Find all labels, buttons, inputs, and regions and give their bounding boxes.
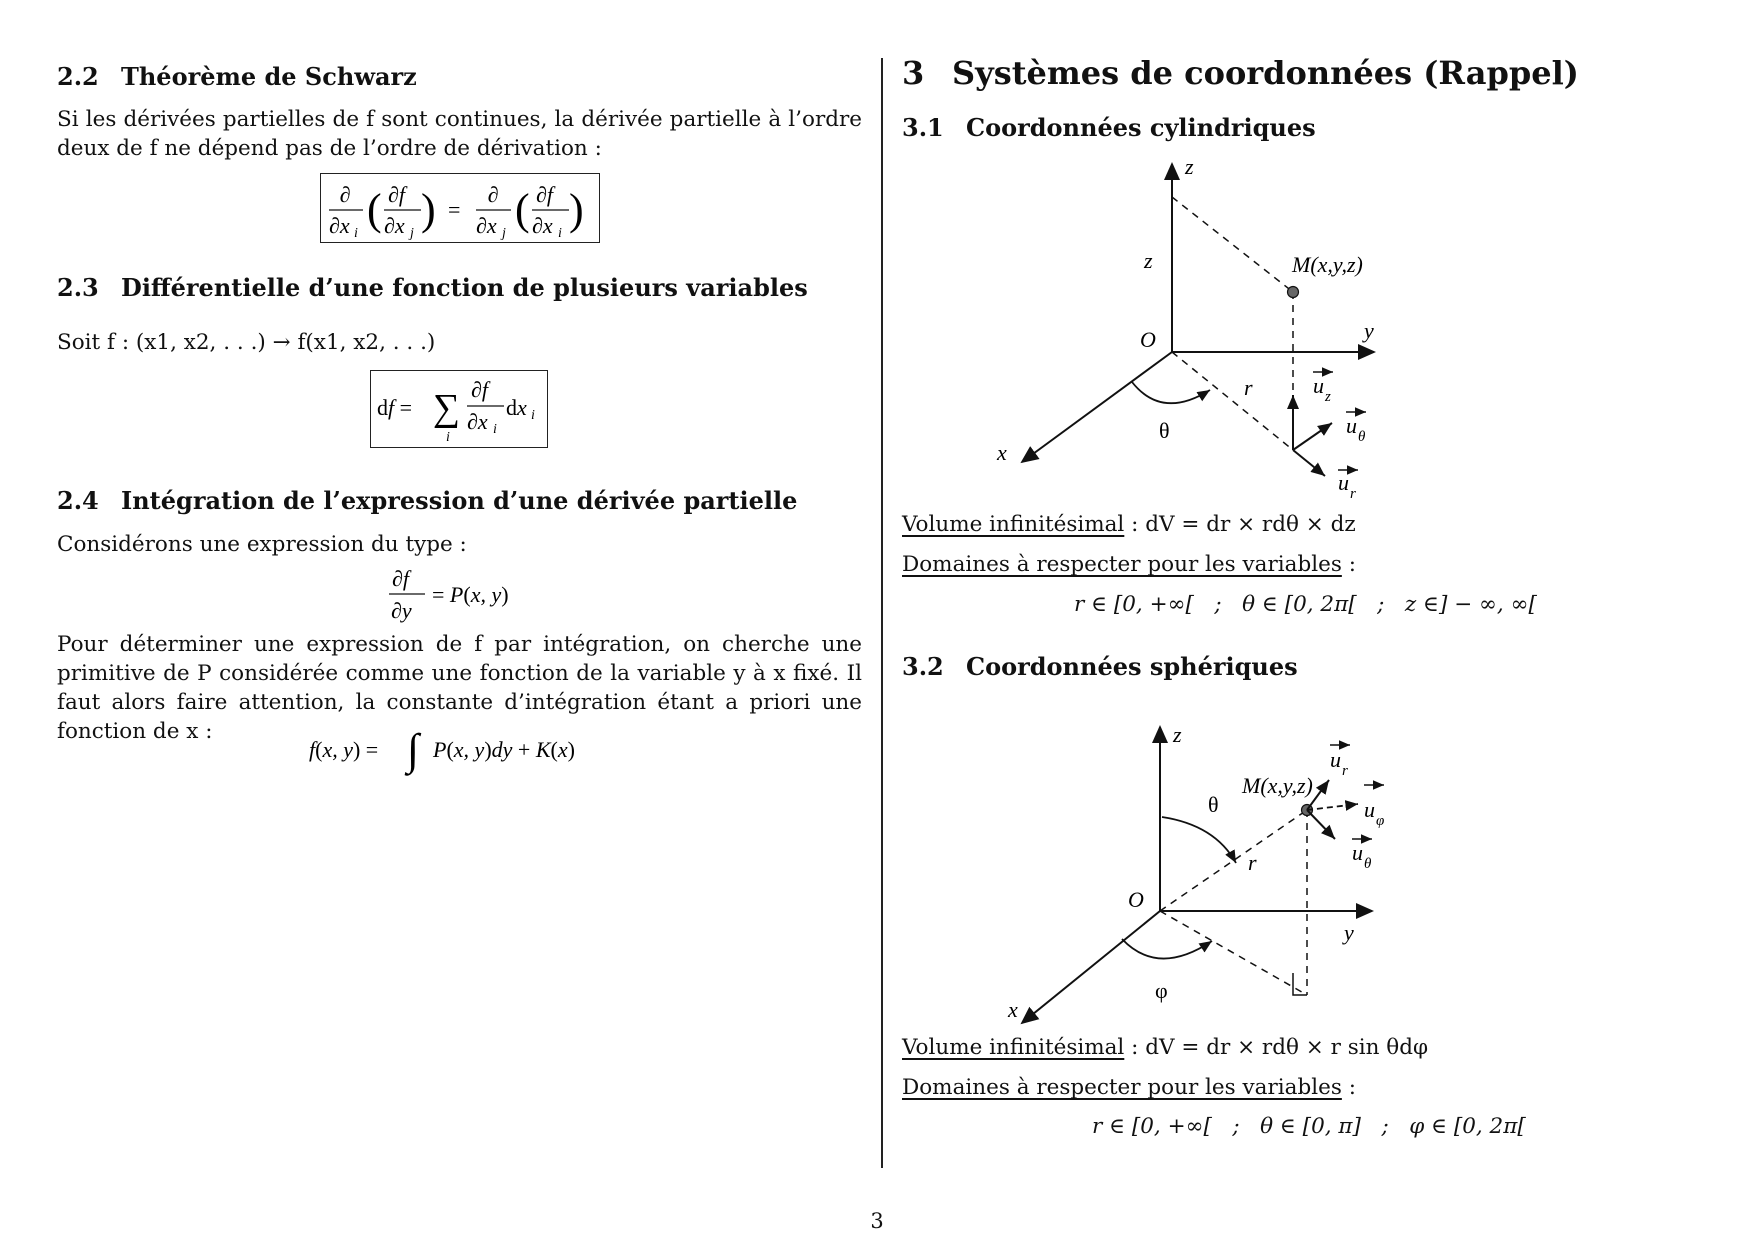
section-2-3-heading: 2.3 Différentielle d’une fonction de plusieurs variables [57,273,808,302]
svg-text:u: u [1346,413,1357,438]
section-3-heading: 3 Systèmes de coordonnées (Rappel) [902,54,1579,92]
svg-text:j: j [410,226,414,241]
integration-intro: Considérons une expression du type : [57,532,467,557]
schwarz-formula [320,173,600,243]
svg-text:O: O [1128,887,1144,912]
svg-text:i: i [446,430,450,445]
integration-text: Pour déterminer une expression de f par intégration, on cherche une primitive de P considérée comme une fonction de la variable y à x fixé. Il faut alors faire attention, la constante d’intégration étant a priori une fonction de x : [57,632,862,744]
sph-volume: Volume infinitésimal : dV = dr × rdθ × r sin θdφ [902,1035,1429,1060]
svg-text:θ: θ [1364,856,1372,872]
svg-text:=: = [448,197,461,222]
svg-text:j: j [502,226,506,241]
svg-text:x: x [1008,997,1018,1022]
svg-text:u: u [1364,797,1375,822]
integral-formula-svg [307,718,627,784]
svg-text:φ: φ [1155,978,1168,1003]
svg-text:): ) [421,185,436,234]
cylindrical-diagram [997,150,1422,510]
svg-text:y: y [1344,920,1354,945]
svg-text:u: u [1330,747,1341,772]
svg-text:x: x [997,440,1007,465]
cyl-domains-label: Domaines à respecter pour les variables : [902,552,1356,577]
x-axis [1022,352,1172,462]
svg-text:∫: ∫ [407,725,420,774]
svg-text:M(x,y,z): M(x,y,z) [1292,252,1363,277]
integral-formula [307,718,627,788]
svg-text:M(x,y,z): M(x,y,z) [1242,773,1313,798]
svg-text:(: ( [515,185,530,234]
svg-text:r: r [1342,763,1348,779]
sph-domains-label: Domaines à respecter pour les variables : [902,1075,1356,1100]
differential-intro: Soit f : (x1, x2, . . .) → f(x1, x2, . . .) [57,330,436,355]
svg-text:i: i [354,226,358,241]
svg-text:f(x, y) =: f(x, y) = [309,737,379,762]
svg-text:∂f: ∂f [392,566,409,591]
schwarz-text: Si les dérivées partielles de f sont continues, la dérivée partielle à l’ordre deux de f ne dépend pas de l’ordre de dérivation : [57,107,862,161]
column-divider [881,58,883,1168]
svg-text:z: z [1325,389,1331,405]
svg-text:): ) [569,185,584,234]
partial-derivative-formula [387,562,547,632]
differential-formula-svg [371,371,547,447]
svg-text:θ: θ [1358,429,1366,445]
section-3-2-heading: 3.2 Coordonnées sphériques [902,652,1298,681]
svg-text:u: u [1338,470,1349,495]
svg-text:∂f: ∂f [471,377,488,402]
point-m [1288,287,1299,298]
x-axis-sph [1022,911,1160,1023]
svg-text:z: z [1144,248,1153,273]
svg-text:∂f: ∂f [536,182,553,207]
svg-text:i: i [531,408,535,423]
svg-text:df =: df = [377,395,413,420]
svg-text:z: z [1173,722,1182,747]
svg-text:∂: ∂ [339,182,351,207]
svg-text:= P(x, y): = P(x, y) [432,582,509,607]
differential-formula [370,370,548,448]
svg-text:θ: θ [1208,792,1219,817]
svg-text:∑: ∑ [433,387,461,429]
schwarz-formula-svg [321,174,599,242]
svg-text:∂x: ∂x [329,213,350,238]
svg-text:∂x: ∂x [476,213,497,238]
spherical-diagram [1008,715,1440,1035]
svg-text:φ: φ [1376,813,1385,829]
svg-text:y: y [1364,318,1374,343]
svg-text:r: r [1350,486,1356,502]
svg-text:∂: ∂ [487,182,499,207]
svg-text:∂f: ∂f [388,182,405,207]
page-number: 3 [870,1209,884,1233]
sph-domains: r ∈ [0, +∞[ ; θ ∈ [0, π] ; φ ∈ [0, 2π[ [1092,1114,1526,1139]
svg-text:dx: dx [506,395,527,420]
section-3-1-heading: 3.1 Coordonnées cylindriques [902,113,1316,142]
section-2-4-heading: 2.4 Intégration de l’expression d’une dérivée partielle [57,486,798,515]
cyl-domains: r ∈ [0, +∞[ ; θ ∈ [0, 2π[ ; z ∈] − ∞, ∞[ [1074,592,1537,617]
partial-formula-svg [387,562,547,628]
svg-text:∂x: ∂x [384,213,405,238]
svg-text:i: i [558,226,562,241]
svg-text:z: z [1185,154,1194,179]
svg-text:u: u [1313,373,1324,398]
section-2-2-heading: 2.2 Théorème de Schwarz [57,62,417,91]
svg-text:O: O [1140,327,1156,352]
svg-text:θ: θ [1159,418,1170,443]
svg-text:(: ( [367,185,382,234]
svg-text:r: r [1244,375,1253,400]
svg-text:∂x: ∂x [467,409,488,434]
svg-text:∂x: ∂x [532,213,553,238]
svg-text:P(x, y)dy + K(x): P(x, y)dy + K(x) [433,737,575,762]
cyl-volume: Volume infinitésimal : dV = dr × rdθ × dz [902,512,1356,537]
svg-text:i: i [493,422,497,437]
svg-text:∂y: ∂y [391,598,412,623]
svg-text:r: r [1248,850,1257,875]
svg-text:u: u [1352,840,1363,865]
